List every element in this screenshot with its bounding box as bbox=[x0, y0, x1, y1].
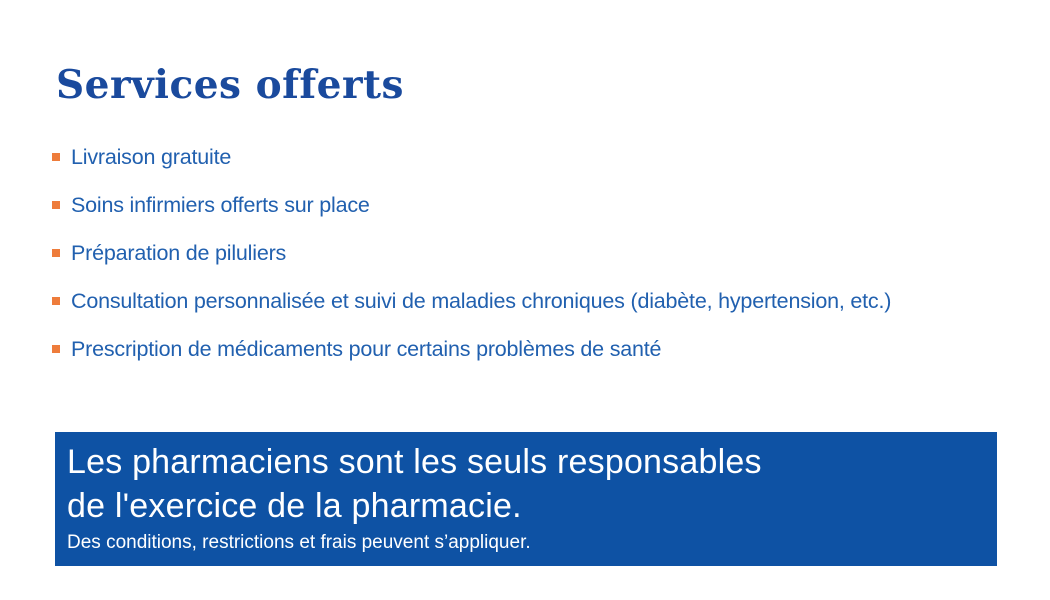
bullet-square-icon bbox=[52, 345, 60, 353]
notice-banner bbox=[55, 432, 997, 566]
list-item-label: Consultation personnalisée et suivi de maladies chroniques (diabète, hypertension, etc.) bbox=[71, 288, 892, 313]
list-item-label: Soins infirmiers offerts sur place bbox=[71, 192, 370, 217]
list-item bbox=[52, 143, 891, 171]
bullet-square-icon bbox=[52, 201, 60, 209]
bullet-square-icon bbox=[52, 153, 60, 161]
list-item bbox=[52, 335, 891, 363]
banner-disclaimer: Des conditions, restrictions et frais peuvent s’appliquer. bbox=[67, 532, 531, 553]
banner-heading-line-2: de l'exercice de la pharmacie. bbox=[67, 487, 522, 525]
list-item bbox=[52, 287, 891, 315]
list-item-label: Livraison gratuite bbox=[71, 144, 232, 169]
bullet-square-icon bbox=[52, 249, 60, 257]
page-title: Services offerts bbox=[56, 62, 404, 108]
list-item bbox=[52, 191, 891, 219]
services-list bbox=[52, 143, 891, 383]
banner-heading-line-1: Les pharmaciens sont les seuls responsables bbox=[67, 443, 762, 481]
bullet-square-icon bbox=[52, 297, 60, 305]
list-item-label: Préparation de piluliers bbox=[71, 240, 287, 265]
list-item bbox=[52, 239, 891, 267]
list-item-label: Prescription de médicaments pour certains problèmes de santé bbox=[71, 336, 662, 361]
